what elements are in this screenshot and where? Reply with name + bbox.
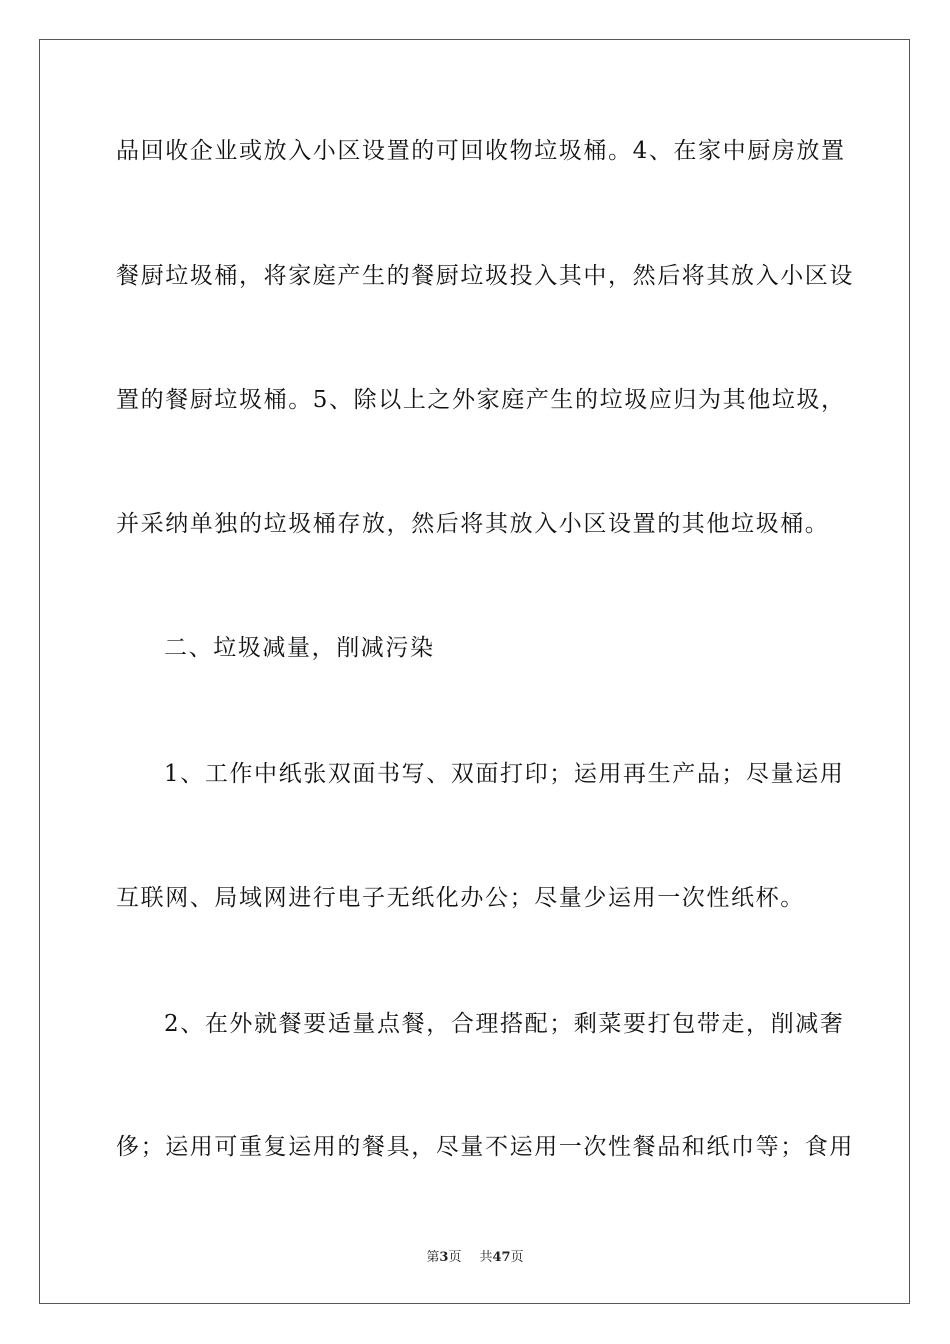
list-item-2-line-2: 侈；运用可重复运用的餐具，尽量不运用一次性餐品和纸巾等；食用 bbox=[116, 1134, 854, 1160]
list-item-1-line-2: 互联网、局域网进行电子无纸化办公；尽量少运用一次性纸杯。 bbox=[116, 885, 805, 911]
paragraph-line-3: 置的餐厨垃圾桶。5、除以上之外家庭产生的垃圾应归为其他垃圾， bbox=[116, 387, 846, 413]
total-suffix: 页 bbox=[510, 1250, 524, 1265]
page-suffix: 页 bbox=[448, 1250, 462, 1265]
list-item-1-line-1: 1、工作中纸张双面书写、双面打印；运用再生产品；尽量运用 bbox=[164, 761, 845, 787]
page-number: 3 bbox=[439, 1250, 449, 1265]
page-footer bbox=[0, 1249, 950, 1267]
page-prefix: 第 bbox=[426, 1250, 440, 1265]
paragraph-line-2: 餐厨垃圾桶，将家庭产生的餐厨垃圾投入其中，然后将其放入小区设 bbox=[116, 263, 854, 289]
paragraph-line-4: 并采纳单独的垃圾桶存放，然后将其放入小区设置的其他垃圾桶。 bbox=[116, 511, 830, 537]
section-heading: 二、垃圾减量，削减污染 bbox=[164, 635, 435, 661]
total-prefix: 共 bbox=[479, 1250, 493, 1265]
paragraph-line-1: 品回收企业或放入小区设置的可回收物垃圾桶。4、在家中厨房放置 bbox=[116, 138, 846, 164]
page-border bbox=[39, 39, 910, 1304]
total-pages: 47 bbox=[492, 1250, 511, 1265]
list-item-2-line-1: 2、在外就餐要适量点餐，合理搭配；剩菜要打包带走，削减奢 bbox=[164, 1011, 845, 1037]
